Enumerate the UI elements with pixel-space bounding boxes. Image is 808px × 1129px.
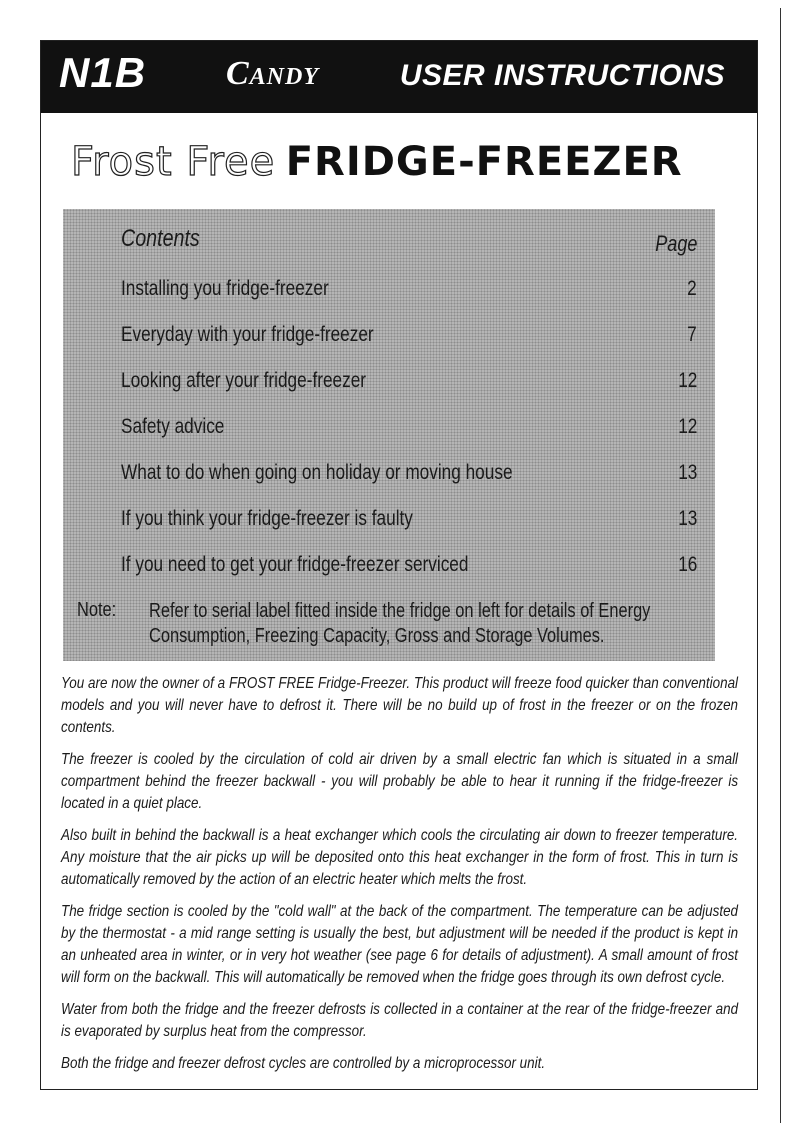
toc-item-page: 2 xyxy=(687,277,697,300)
toc-item-page: 7 xyxy=(687,323,697,346)
toc-item-title: Looking after your fridge-freezer xyxy=(121,369,367,392)
document-frame xyxy=(40,40,758,1090)
toc-item xyxy=(121,507,697,537)
toc-item xyxy=(121,369,697,399)
toc-item-page: 12 xyxy=(677,415,697,438)
document-type: USER INSTRUCTIONS xyxy=(399,59,725,92)
paragraph: The fridge section is cooled by the "cold wall" at the back of the compartment. The temperature can be adjusted by the thermostat - a mid range setting is usually the best, but adjustment will be needed if the product is kept in an unheated area in winter, or in very hot weather (see page 6 for details of adjustment). A small amount of frost will form on the backwall. This will automatically be removed when the fridge goes through its own defrost cycle. xyxy=(61,903,739,986)
toc-item-page: 12 xyxy=(677,369,697,392)
brand-logo: Candy xyxy=(226,55,320,92)
model-number: N1B xyxy=(59,49,147,96)
toc-item-title: What to do when going on holiday or moving house xyxy=(121,461,513,484)
paragraph: Both the fridge and freezer defrost cycles are controlled by a microprocessor unit. xyxy=(61,1055,546,1072)
note-text: Refer to serial label fitted inside the fridge on left for details of Energy Consumption, Freezing Capacity, Gross and Storage Volumes. xyxy=(149,600,651,647)
contents-heading: Contents xyxy=(121,225,200,252)
toc-item xyxy=(121,323,697,353)
paragraph: The freezer is cooled by the circulation of cold air driven by a small electric fan which is situated in a small compartment behind the freezer backwall - you will probably be able to hear it running if the fridge-freezer is located in a quiet place. xyxy=(61,751,739,812)
body-text xyxy=(61,673,738,1085)
toc-item xyxy=(121,415,697,445)
page-edge-rule xyxy=(780,8,781,1123)
toc-item-title: Everyday with your fridge-freezer xyxy=(121,323,374,346)
toc-item-page: 13 xyxy=(677,507,697,530)
title-solid-part: FRIDGE-FREEZER xyxy=(285,139,683,185)
title-outline-part: Frost Free xyxy=(71,139,276,185)
toc-item-page: 16 xyxy=(677,553,697,576)
toc-item-title: If you need to get your fridge-freezer serviced xyxy=(121,553,469,576)
header-bar xyxy=(41,41,757,113)
toc-item xyxy=(121,277,697,307)
note-label: Note: xyxy=(77,599,117,621)
paragraph: Water from both the fridge and the freezer defrosts is collected in a container at the rear of the fridge-freezer and is evaporated by surplus heat from the compressor. xyxy=(61,1001,739,1040)
toc-item xyxy=(121,553,697,583)
toc-item-title: Installing you fridge-freezer xyxy=(121,277,329,300)
page-column-heading: Page xyxy=(654,231,697,256)
toc-item xyxy=(121,461,697,491)
paragraph: You are now the owner of a FROST FREE Fridge-Freezer. This product will freeze food quicker than conventional models and you will never have to defrost it. There will be no build up of frost in the freezer or on the frozen contents. xyxy=(61,675,739,736)
toc-item-title: If you think your fridge-freezer is faulty xyxy=(121,507,413,530)
paragraph: Also built in behind the backwall is a heat exchanger which cools the circulating air down to freezer temperature. Any moisture that the air picks up will be deposited onto this heat exchanger in the form of frost. This in turn is automatically removed by the action of an electric heater which melts the frost. xyxy=(61,827,739,888)
contents-box xyxy=(63,209,715,661)
toc-item-page: 13 xyxy=(677,461,697,484)
toc-item-title: Safety advice xyxy=(121,415,225,438)
page-title xyxy=(71,139,683,185)
